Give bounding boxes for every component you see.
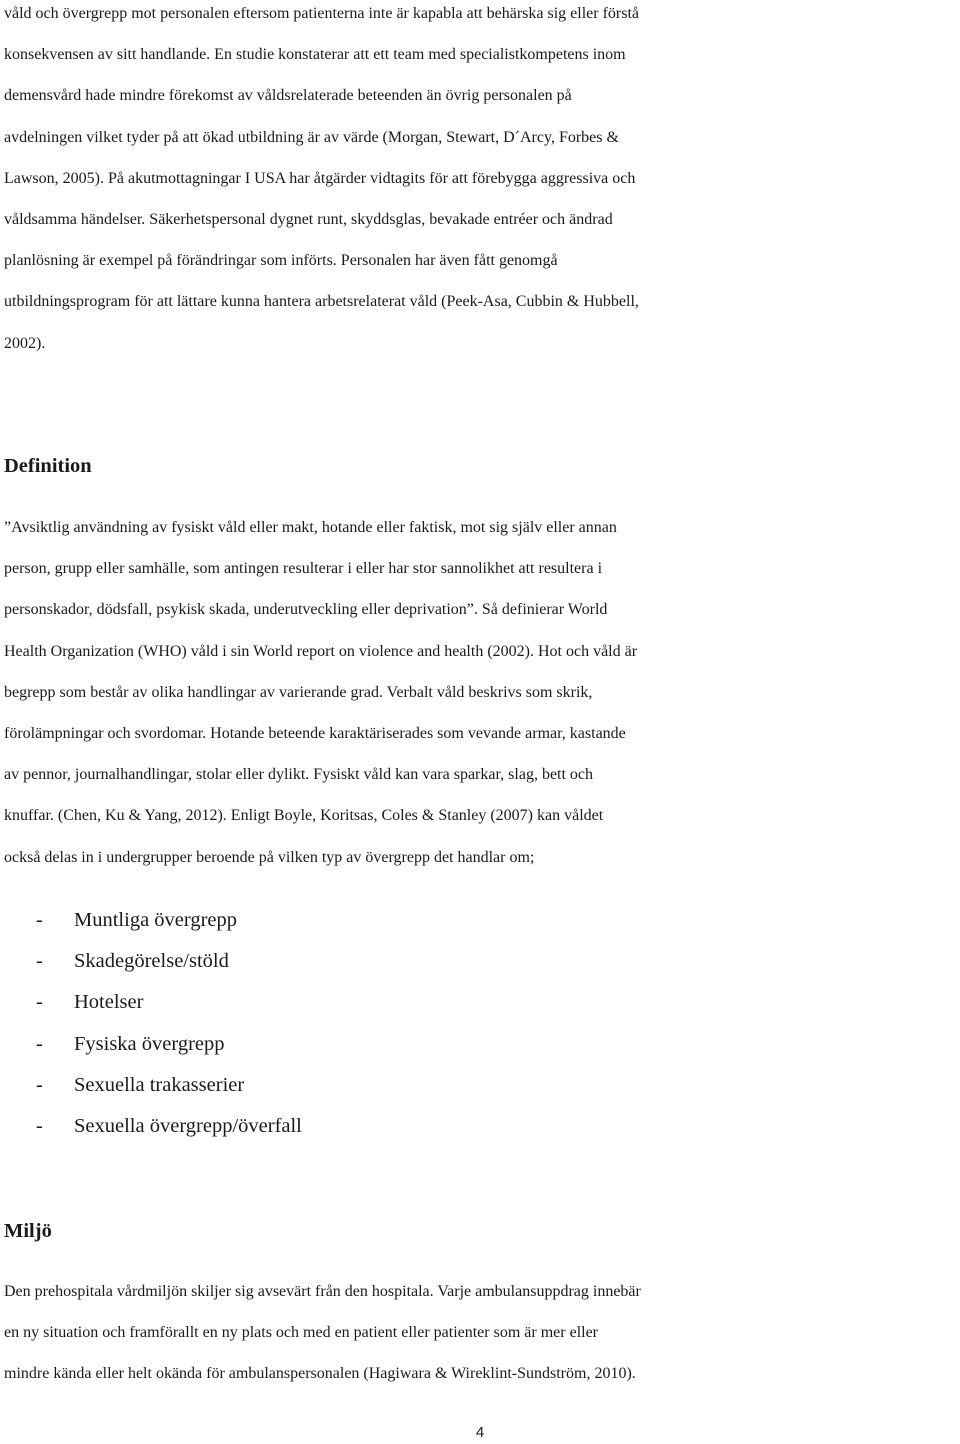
text-line: våld och övergrepp mot personalen eftersom patienterna inte är kapabla att behärska sig eller förstå (4, 5, 640, 22)
text-line: ”Avsiktlig användning av fysiskt våld eller makt, hotande eller faktisk, mot sig själv eller annan (4, 519, 617, 536)
list-item-label: Sexuella trakasserier (74, 1073, 245, 1096)
text-line: Lawson, 2005). På akutmottagningar I USA har åtgärder vidtagits för att förebygga aggressiva och (4, 169, 636, 187)
list-item-label: Muntliga övergrepp (74, 909, 238, 931)
text-line: 2002). (4, 334, 46, 352)
list-dash: - (36, 909, 43, 931)
list-dash: - (36, 1073, 43, 1096)
list-item (36, 903, 302, 944)
list-dash: - (36, 950, 43, 973)
text-line: demensvård hade mindre förekomst av våldsrelaterade beteenden än övrig personalen på (4, 87, 572, 105)
text-line: en ny situation och framförallt en ny plats och med en patient eller patienter som är mer eller (4, 1324, 599, 1342)
environment-paragraph (4, 1271, 960, 1395)
text-line: knuffar. (Chen, Ku & Yang, 2012). Enligt Boyle, Koritsas, Coles & Stanley (2007) kan våldet (4, 807, 604, 825)
text-line: av pennor, journalhandlingar, stolar eller dylikt. Fysiskt våld kan vara sparkar, slag, bett och (4, 766, 594, 784)
text-line: våldsamma händelser. Säkerhetspersonal dygnet runt, skyddsglas, bevakade entréer och ändrad (4, 211, 613, 229)
list-item-label: Fysiska övergrepp (74, 1032, 225, 1055)
list-item (36, 1027, 302, 1068)
list-item (36, 1068, 302, 1109)
intro-paragraph (4, 0, 960, 364)
list-item (36, 944, 302, 985)
text-line: Health Organization (WHO) våld i sin World report on violence and health (2002). Hot och våld är (4, 642, 638, 660)
text-line: mindre kända eller helt okända för ambulanspersonalen (Hagiwara & Wireklint-Sundström, 2010). (4, 1365, 636, 1383)
definition-paragraph (4, 507, 960, 878)
definition-heading: Definition (4, 455, 92, 477)
text-line: avdelningen vilket tyder på att ökad utbildning är av värde (Morgan, Stewart, D´Arcy, Forbes & (4, 128, 619, 146)
list-dash: - (36, 991, 43, 1014)
abuse-type-list (36, 903, 302, 1150)
text-line: förolämpningar och svordomar. Hotande beteende karaktäriserades som vevande armar, kastande (4, 725, 626, 743)
text-line: person, grupp eller samhälle, som antingen resulterar i eller har stor sannolikhet att resultera i (4, 560, 603, 578)
list-item (36, 1109, 302, 1150)
list-dash: - (36, 1114, 43, 1137)
page-number: 4 (475, 1424, 485, 1441)
text-line: planlösning är exempel på förändringar som införts. Personalen har även fått genomgå (4, 252, 558, 270)
list-dash: - (36, 1032, 43, 1055)
list-item (36, 985, 302, 1026)
text-line: Den prehospitala vårdmiljön skiljer sig avsevärt från den hospitala. Varje ambulansuppdrag innebär (4, 1283, 641, 1300)
list-item-label: Skadegörelse/stöld (74, 950, 229, 973)
text-line: personskador, dödsfall, psykisk skada, underutveckling eller deprivation”. Så definierar World (4, 601, 608, 619)
text-line: också delas in i undergrupper beroende på vilken typ av övergrepp det handlar om; (4, 848, 535, 866)
text-line: utbildningsprogram för att lättare kunna hantera arbetsrelaterat våld (Peek-Asa, Cubbin & Hubbell, (4, 293, 639, 311)
environment-heading: Miljö (4, 1220, 52, 1242)
text-line: konsekvensen av sitt handlande. En studie konstaterar att ett team med specialistkompetens inom (4, 46, 626, 64)
list-item-label: Hotelser (74, 991, 144, 1014)
list-item-label: Sexuella övergrepp/överfall (74, 1114, 302, 1137)
text-line: begrepp som består av olika handlingar av varierande grad. Verbalt våld beskrivs som skrik, (4, 683, 593, 701)
